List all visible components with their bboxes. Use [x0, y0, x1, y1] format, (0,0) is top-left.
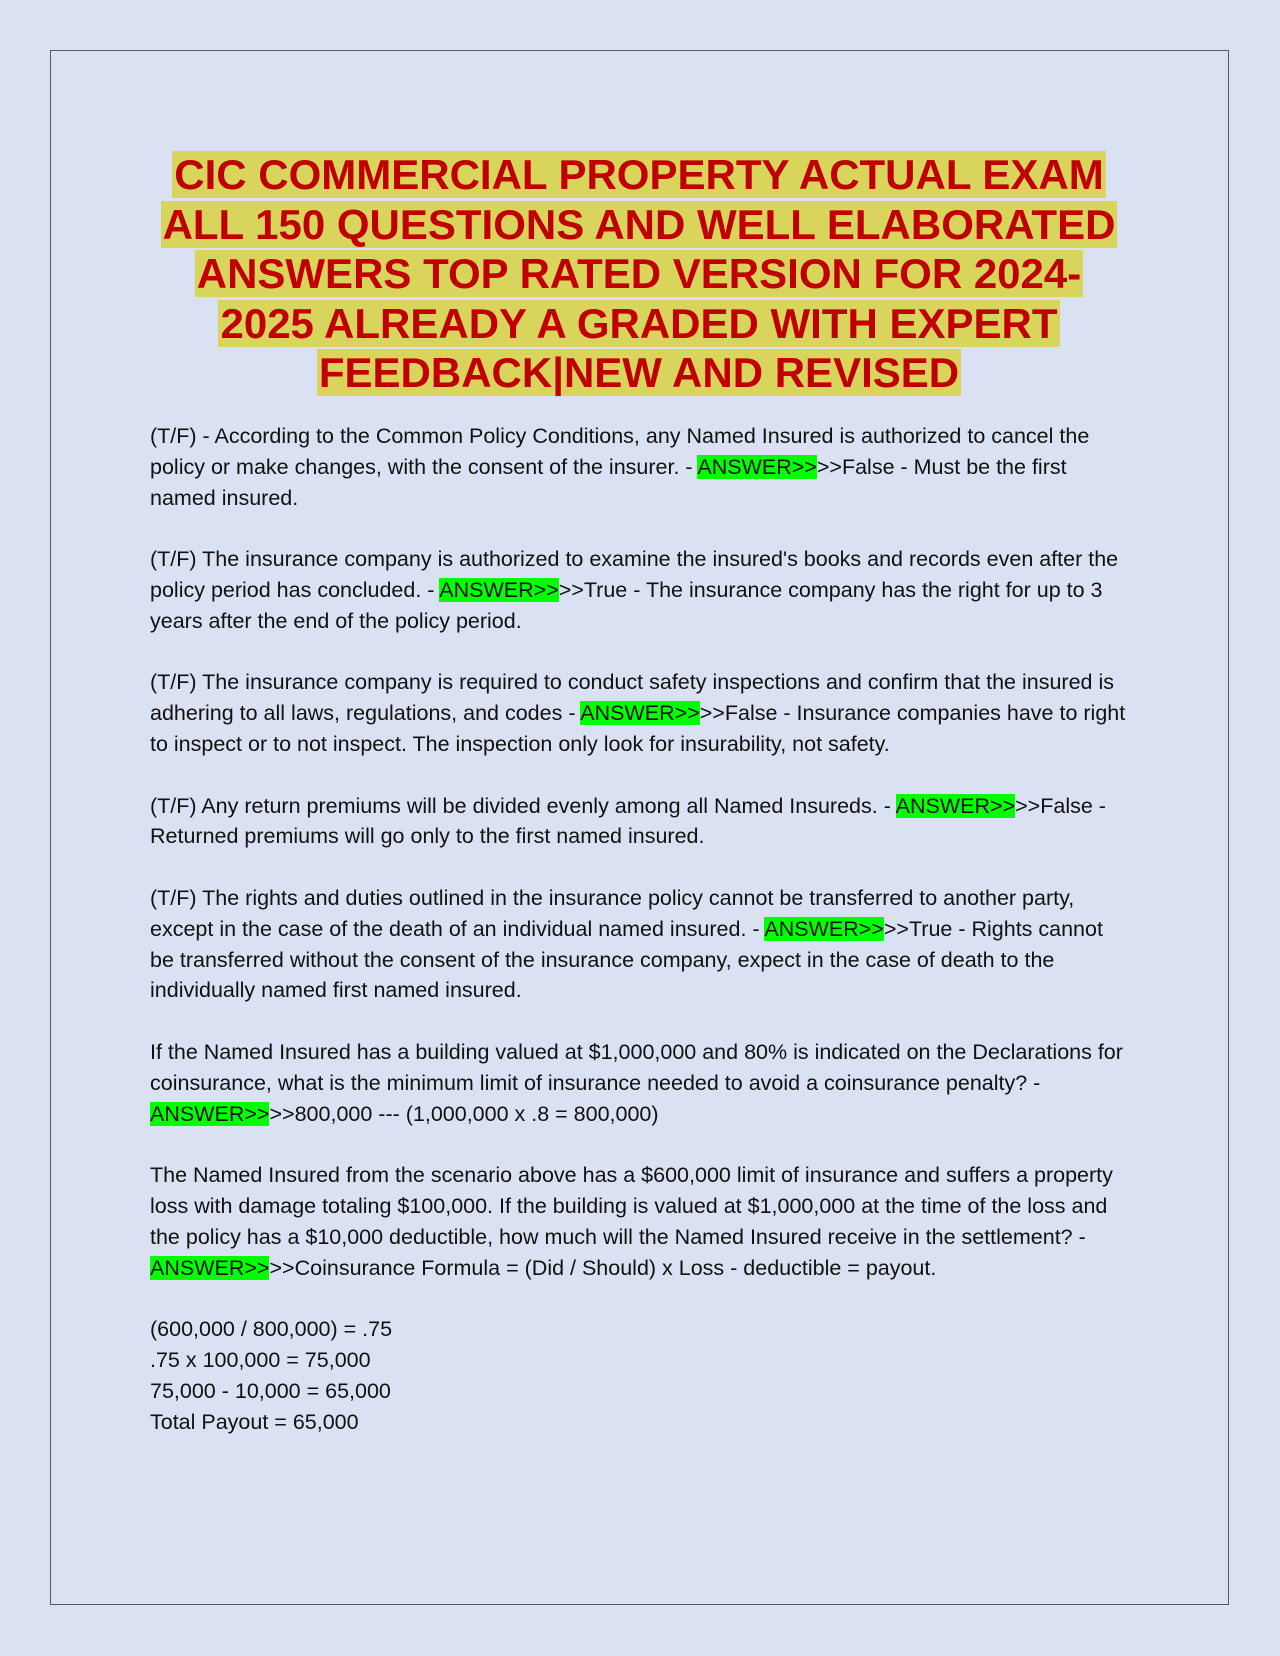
answer-marker: ANSWER>>	[764, 916, 884, 941]
qa-item-1	[150, 421, 1130, 513]
calculation-block	[150, 1314, 1130, 1437]
answer-marker: ANSWER>>	[580, 701, 700, 726]
answer-marker: ANSWER>>	[895, 793, 1016, 818]
answer-text: >>Coinsurance Formula = (Did / Should) x Loss - deductible = payout.	[269, 1255, 937, 1280]
answer-text: >>False - Returned premiums will go only to the first named insured.	[150, 793, 1106, 849]
qa-item-2	[150, 544, 1130, 636]
question-text: (T/F) The insurance company is required to conduct safety inspections and confirm that the insured is adhering to all laws, regulations, and codes -	[150, 670, 1114, 726]
question-text: If the Named Insured has a building valued at $1,000,000 and 80% is indicated on the Declarations for coinsurance, what is the minimum limit of insurance needed to avoid a coinsurance penalty? -	[150, 1039, 1123, 1095]
calculation-line: 75,000 - 10,000 = 65,000	[150, 1378, 391, 1403]
answer-text: >>True - The insurance company has the right for up to 3 years after the end of the policy period.	[150, 577, 1103, 633]
answer-marker: ANSWER>>	[697, 454, 817, 479]
document-title	[150, 150, 1128, 398]
answer-marker: ANSWER>>	[439, 577, 559, 602]
answer-marker: ANSWER>>	[150, 1101, 270, 1126]
document-body	[150, 421, 1130, 1437]
question-text: (T/F) Any return premiums will be divided evenly among all Named Insureds. -	[150, 793, 896, 818]
qa-item-7	[150, 1160, 1130, 1283]
qa-item-5	[150, 883, 1130, 1006]
question-text: (T/F) The insurance company is authorized to examine the insured's books and records even after the policy period has concluded. -	[150, 547, 1119, 602]
calculation-line: .75 x 100,000 = 75,000	[150, 1347, 371, 1372]
answer-text: >>True - Rights cannot be transferred without the consent of the insurance company, expect in the case of death to the individually named first named insured.	[150, 916, 1103, 1003]
calculation-line: (600,000 / 800,000) = .75	[150, 1317, 393, 1342]
answer-marker: ANSWER>>	[150, 1255, 270, 1280]
qa-item-4	[150, 791, 1130, 853]
answer-text: >>False - Must be the first named insured.	[150, 454, 1067, 510]
answer-text: >>False - Insurance companies have to right to inspect or to not inspect. The inspection only look for insurability, not safety.	[150, 701, 1126, 756]
qa-item-3	[150, 667, 1130, 759]
answer-text: >>800,000 --- (1,000,000 x .8 = 800,000)	[269, 1101, 659, 1126]
question-text: (T/F) The rights and duties outlined in the insurance policy cannot be transferred to another party, except in the case of the death of an individual named insured. -	[150, 885, 1075, 941]
qa-item-6	[150, 1037, 1130, 1129]
document-title-text: CIC COMMERCIAL PROPERTY ACTUAL EXAM ALL 150 QUESTIONS AND WELL ELABORATED ANSWERS TOP RATED VERSION FOR 2024-2025 ALREADY A GRADED WITH EXPERT FEEDBACK|NEW AND REVISED	[162, 151, 1116, 396]
question-text: (T/F) - According to the Common Policy Conditions, any Named Insured is authorized to cancel the policy or make changes, with the consent of the insurer. -	[150, 424, 1090, 479]
calculation-line: Total Payout = 65,000	[150, 1409, 359, 1434]
question-text: The Named Insured from the scenario above has a $600,000 limit of insurance and suffers a property loss with damage totaling $100,000. If the building is valued at $1,000,000 at the time of the loss and the policy has a $10,000 deductible, how much will the Named Insured receive in the settlement? -	[150, 1163, 1113, 1249]
